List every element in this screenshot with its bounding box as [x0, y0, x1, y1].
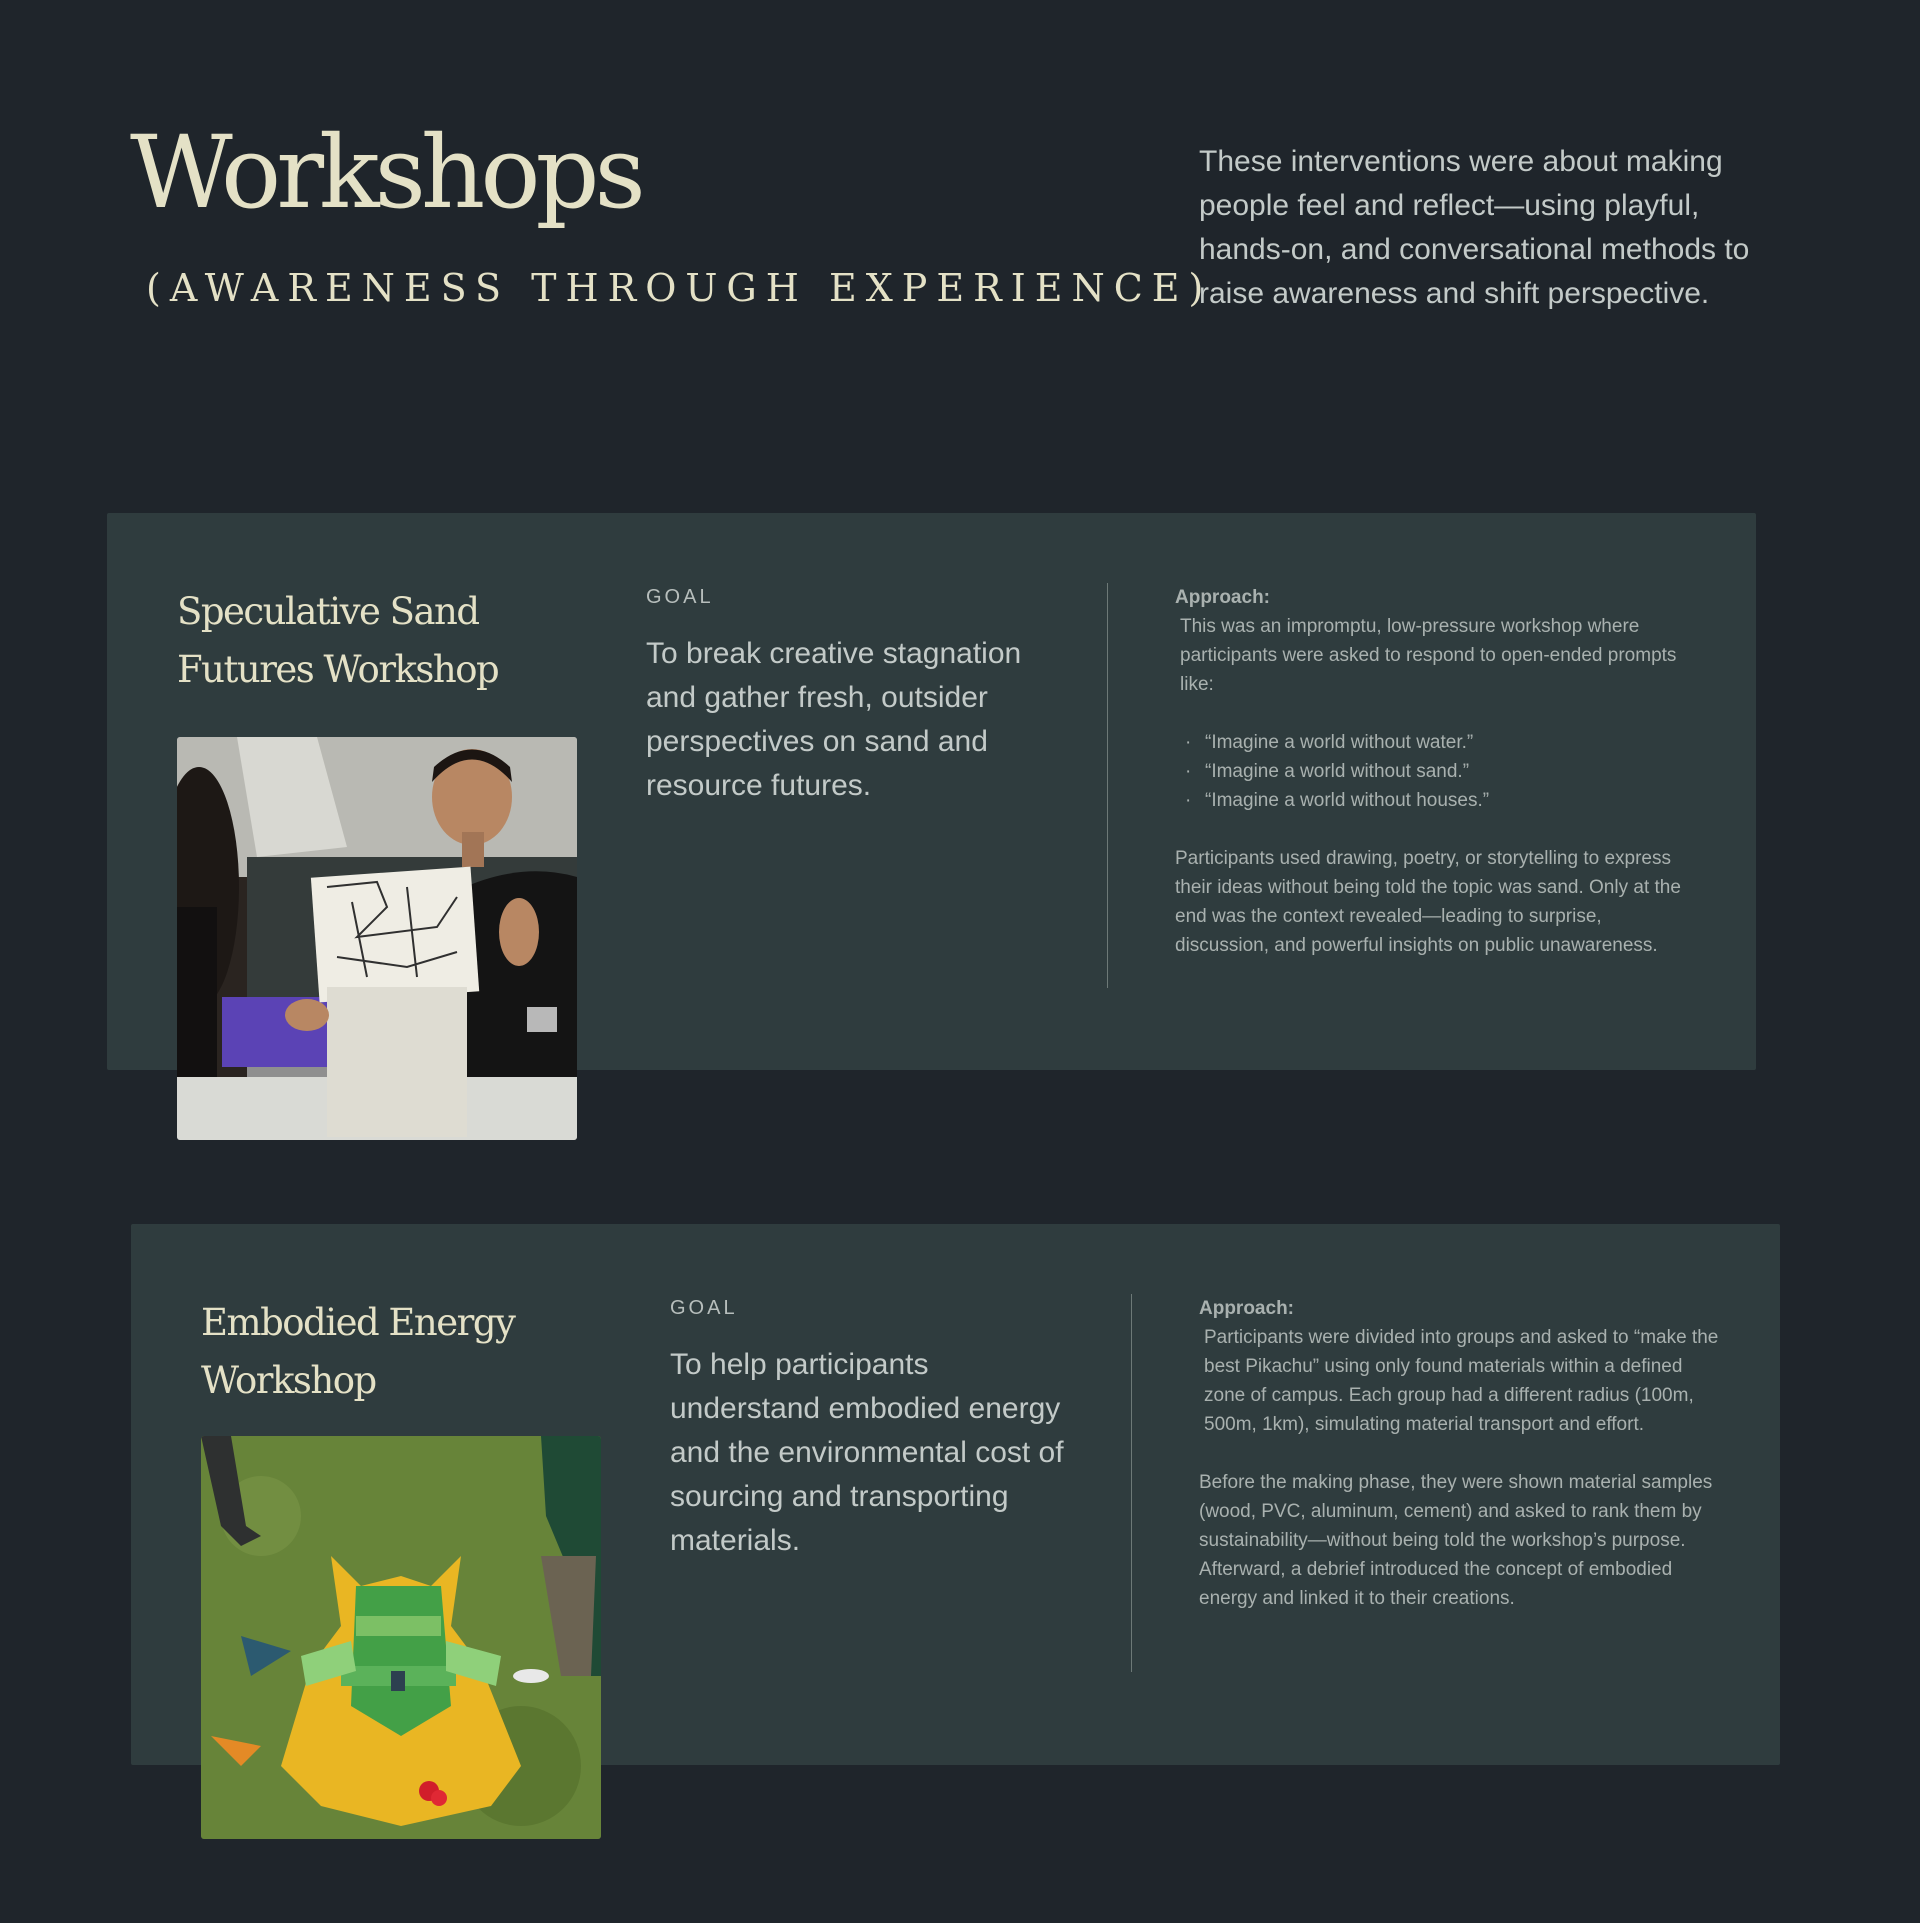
approach-intro: Participants were divided into groups and asked to “make the best Pikachu” using only found materials within a defined zone of campus. Each group had a different radius (100m, 500m, 1km), simulating material transport and effort.: [1204, 1327, 1719, 1435]
photo-participant-holding-sketch: [177, 737, 577, 1140]
workshop-photo-pikachu: [201, 1436, 601, 1839]
workshop-title: Speculative Sand Futures Workshop: [177, 590, 499, 691]
workshop-title: Embodied Energy Workshop: [201, 1301, 515, 1402]
photo-leaf-pikachu-on-grass: [201, 1436, 601, 1839]
goal-label: GOAL: [646, 586, 714, 608]
workshop-card-sand-futures: [107, 513, 1756, 1070]
page-intro: These interventions were about making people feel and reflect—using playful, hands-on, and conversational methods to raise awareness and shift perspective.: [1199, 145, 1750, 310]
goal-text: To break creative stagnation and gather fresh, outsider perspectives on sand and resource futures.: [646, 637, 1022, 802]
approach-label: Approach:: [1199, 1298, 1294, 1319]
workshop-card-embodied-energy: [131, 1224, 1780, 1765]
approach-body: Before the making phase, they were shown material samples (wood, PVC, aluminum, cement) and asked to rank them by sustainability—without being told the workshop’s purpose. Afterward, a debrief introduced the concept of embodied energy and linked it to their creations.: [1199, 1472, 1713, 1609]
paragraph-spacer: [1199, 1439, 1719, 1468]
column-divider: [1107, 583, 1108, 988]
column-divider: [1131, 1294, 1132, 1672]
prompt-item: · “Imagine a world without sand.”: [1185, 757, 1695, 786]
approach-label: Approach:: [1175, 587, 1270, 608]
goal-text: To help participants understand embodied energy and the environmental cost of sourcing and transporting materials.: [670, 1348, 1064, 1557]
approach-section: [1199, 1294, 1719, 1613]
goal-label: GOAL: [670, 1297, 738, 1319]
page-title: Workshops: [130, 114, 641, 231]
approach-body: Participants used drawing, poetry, or storytelling to express their ideas without being told the topic was sand. Only at the end was the context revealed—leading to surprise, discussion, and powerful insights on public unawareness.: [1175, 848, 1681, 956]
prompt-item: · “Imagine a world without houses.”: [1185, 786, 1695, 815]
prompt-list: [1175, 728, 1695, 815]
approach-intro: This was an impromptu, low-pressure workshop where participants were asked to respond to open-ended prompts like:: [1180, 616, 1677, 695]
page-subtitle: (AWARENESS THROUGH EXPERIENCE): [146, 266, 1213, 310]
workshop-photo-sketch: [177, 737, 577, 1140]
prompt-item: · “Imagine a world without water.”: [1185, 728, 1695, 757]
approach-section: [1175, 583, 1695, 960]
